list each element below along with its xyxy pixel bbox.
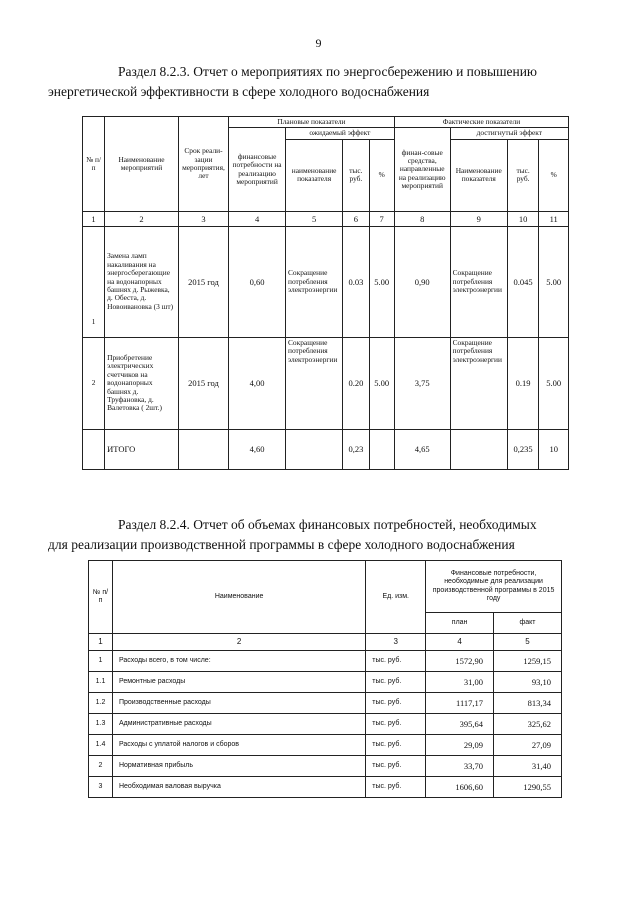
column-number: 5 — [494, 634, 562, 651]
header-expected: ожидаемый эффект — [286, 128, 395, 139]
header-no: № п/п — [83, 117, 105, 212]
row-plan: 1572,90 — [426, 651, 494, 672]
table-row — [89, 777, 562, 798]
table-row — [89, 714, 562, 735]
row-plan: 33,70 — [426, 756, 494, 777]
header-percent-fact: % — [539, 139, 569, 211]
row-name: Ремонтные расходы — [112, 672, 365, 693]
row-no: 1.2 — [89, 693, 113, 714]
row-fact-pct: 5.00 — [539, 226, 569, 337]
header-percent: % — [369, 139, 394, 211]
total-fact-pct: 10 — [539, 429, 569, 469]
row-fact: 1290,55 — [494, 777, 562, 798]
header-indicator-name: наименование показателя — [286, 139, 343, 211]
column-number: 9 — [450, 211, 507, 226]
row-name: Производственные расходы — [112, 693, 365, 714]
row-plan-indicator: Сокращение потребления электроэнергии — [286, 337, 343, 429]
row-fact: 93,10 — [494, 672, 562, 693]
table-row — [89, 651, 562, 672]
row-term: 2015 год — [178, 337, 228, 429]
row-plan: 1117,17 — [426, 693, 494, 714]
row-unit: тыс. руб. — [366, 735, 426, 756]
row-no: 1.3 — [89, 714, 113, 735]
row-no: 2 — [83, 337, 105, 429]
column-number: 10 — [507, 211, 539, 226]
row-name: Необходимая валовая выручка — [112, 777, 365, 798]
header-fact: Фактические показатели — [394, 117, 568, 128]
row-fact: 27,09 — [494, 735, 562, 756]
row-no: 2 — [89, 756, 113, 777]
row-name: Нормативная прибыль — [112, 756, 365, 777]
row-fact: 31,40 — [494, 756, 562, 777]
table-row — [89, 735, 562, 756]
row-no: 1.4 — [89, 735, 113, 756]
row-unit: тыс. руб. — [366, 777, 426, 798]
row-no: 3 — [89, 777, 113, 798]
row-fact-rub: 0.19 — [507, 337, 539, 429]
header-no: № п/п — [89, 561, 113, 634]
column-number: 6 — [343, 211, 369, 226]
total-label: ИТОГО — [105, 429, 179, 469]
row-fact-fin: 3,75 — [394, 337, 450, 429]
row-plan: 31,00 — [426, 672, 494, 693]
total-row — [83, 429, 569, 469]
header-plan-fin: финансовые потребности на реализацию мероприятий — [229, 128, 286, 211]
column-number: 7 — [369, 211, 394, 226]
header-plan: план — [426, 613, 494, 634]
header-name: Наименование — [112, 561, 365, 634]
row-fact: 813,34 — [494, 693, 562, 714]
row-fact: 325,62 — [494, 714, 562, 735]
row-plan: 1606,60 — [426, 777, 494, 798]
row-name: Приобретение электрических счетчиков на водонапорных башнях д. Труфановка, д. Валетовка ( 2шт.) — [105, 337, 179, 429]
header-indicator-name-fact: Наименование показателя — [450, 139, 507, 211]
row-unit: тыс. руб. — [366, 651, 426, 672]
row-plan-indicator: Сокращение потребления электроэнергии — [286, 226, 343, 337]
row-unit: тыс. руб. — [366, 672, 426, 693]
column-number: 5 — [286, 211, 343, 226]
column-number: 4 — [426, 634, 494, 651]
header-fin: Финансовые потребности, необходимые для реализации производственной программы в 2015 году — [426, 561, 562, 613]
financial-needs-table — [88, 560, 562, 798]
column-number: 1 — [89, 634, 113, 651]
row-no: 1.1 — [89, 672, 113, 693]
row-name: Административные расходы — [112, 714, 365, 735]
section-8-2-4-heading — [48, 515, 588, 555]
total-plan-rub: 0,23 — [343, 429, 369, 469]
heading-line: Раздел 8.2.4. Отчет об объемах финансовых потребностей, необходимых — [118, 517, 537, 532]
row-plan-pct: 5.00 — [369, 337, 394, 429]
row-fact-indicator: Сокращение потребления электроэнергии — [450, 337, 507, 429]
row-fact-fin: 0,90 — [394, 226, 450, 337]
header-thous-rub: тыс. руб. — [343, 139, 369, 211]
header-fact: факт — [494, 613, 562, 634]
row-plan-rub: 0.03 — [343, 226, 369, 337]
row-fact-pct: 5.00 — [539, 337, 569, 429]
column-number: 4 — [229, 211, 286, 226]
row-plan: 29,09 — [426, 735, 494, 756]
row-fact-indicator: Сокращение потребления электроэнергии — [450, 226, 507, 337]
header-thous-rub-fact: тыс. руб. — [507, 139, 539, 211]
row-name: Расходы всего, в том числе: — [112, 651, 365, 672]
header-plan: Плановые показатели — [229, 117, 395, 128]
heading-line: для реализации производственной программы в сфере холодного водоснабжения — [48, 537, 515, 552]
row-plan: 395,64 — [426, 714, 494, 735]
row-plan-fin: 0,60 — [229, 226, 286, 337]
table-row — [89, 672, 562, 693]
column-number: 2 — [112, 634, 365, 651]
heading-line: Раздел 8.2.3. Отчет о мероприятиях по энергосбережению и повышению — [118, 64, 538, 79]
column-number: 11 — [539, 211, 569, 226]
row-fact-rub: 0.045 — [507, 226, 539, 337]
total-fact-fin: 4,65 — [394, 429, 450, 469]
column-number: 8 — [394, 211, 450, 226]
heading-line: энергетической эффективности в сфере холодного водоснабжения — [48, 84, 430, 99]
table-row — [89, 693, 562, 714]
row-no: 1 — [83, 226, 105, 337]
energy-measures-table — [82, 116, 569, 470]
header-unit: Ед. изм. — [366, 561, 426, 634]
row-unit: тыс. руб. — [366, 693, 426, 714]
column-number: 3 — [178, 211, 228, 226]
row-name: Замена ламп накаливания на энергосберегающие на водонапорных башнях д. Рыжевка, д. Обеста, д. Новоивановка (3 шт) — [105, 226, 179, 337]
column-number: 2 — [105, 211, 179, 226]
row-plan-rub: 0.20 — [343, 337, 369, 429]
header-achieved: достигнутый эффект — [450, 128, 568, 139]
table-row — [83, 337, 569, 429]
column-number: 3 — [366, 634, 426, 651]
row-name: Расходы с уплатой налогов и сборов — [112, 735, 365, 756]
row-plan-fin: 4,00 — [229, 337, 286, 429]
header-term: Срок реали-зации мероприятия, лет — [178, 117, 228, 212]
total-plan-fin: 4,60 — [229, 429, 286, 469]
row-unit: тыс. руб. — [366, 714, 426, 735]
table-row — [83, 226, 569, 337]
row-fact: 1259,15 — [494, 651, 562, 672]
row-plan-pct: 5.00 — [369, 226, 394, 337]
table-row — [89, 756, 562, 777]
page-number: 9 — [315, 36, 322, 50]
row-term: 2015 год — [178, 226, 228, 337]
column-number: 1 — [83, 211, 105, 226]
section-8-2-3-heading — [48, 62, 588, 102]
header-name: Наименование мероприятий — [105, 117, 179, 212]
header-fact-fin: финан-совые средства, направленные на реализацию мероприятий — [394, 128, 450, 211]
row-no: 1 — [89, 651, 113, 672]
row-unit: тыс. руб. — [366, 756, 426, 777]
total-fact-rub: 0,235 — [507, 429, 539, 469]
